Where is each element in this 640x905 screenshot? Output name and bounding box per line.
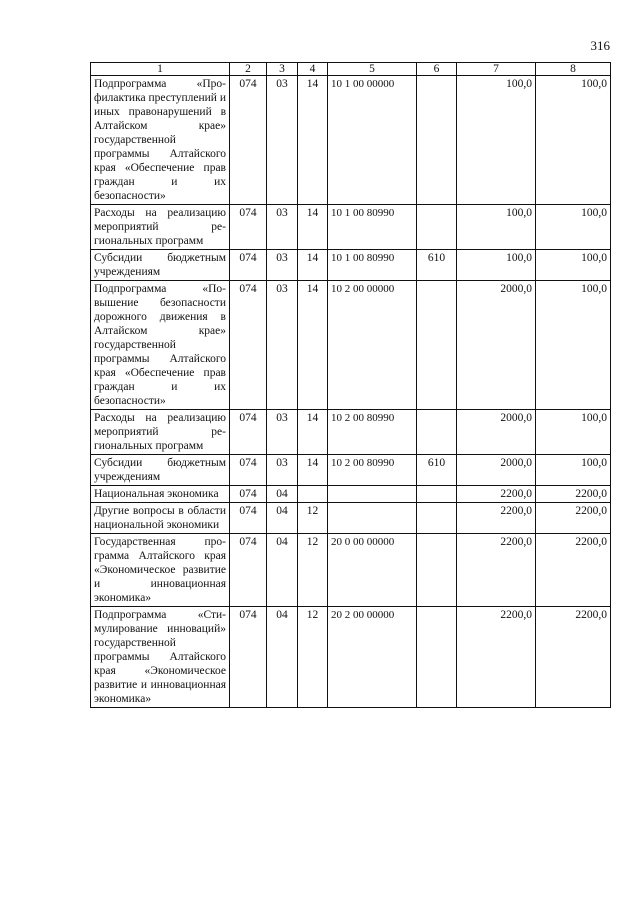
cell-target-article xyxy=(328,486,417,503)
column-header-3: 3 xyxy=(267,63,298,76)
table-row xyxy=(91,455,611,486)
cell-amount-7: 100,0 xyxy=(457,76,536,205)
cell-admin-code: 074 xyxy=(230,205,267,250)
table-row xyxy=(91,486,611,503)
cell-amount-7: 2000,0 xyxy=(457,455,536,486)
cell-name: Подпрограмма «Стимулирование инноваций» государственной программы Алтайского края «Экономическое развитие и инновационная экономика» xyxy=(91,607,230,708)
cell-amount-7: 2000,0 xyxy=(457,410,536,455)
cell-target-article: 10 1 00 80990 xyxy=(328,205,417,250)
column-header-7: 7 xyxy=(457,63,536,76)
cell-target-article: 10 2 00 80990 xyxy=(328,455,417,486)
column-header-5: 5 xyxy=(328,63,417,76)
cell-expense-type xyxy=(417,503,457,534)
cell-admin-code: 074 xyxy=(230,503,267,534)
cell-target-article: 10 2 00 80990 xyxy=(328,410,417,455)
budget-table xyxy=(90,62,611,708)
cell-admin-code: 074 xyxy=(230,455,267,486)
header-row xyxy=(91,63,611,76)
cell-admin-code: 074 xyxy=(230,607,267,708)
cell-amount-7: 2200,0 xyxy=(457,486,536,503)
cell-subsection: 14 xyxy=(298,455,328,486)
cell-subsection: 12 xyxy=(298,607,328,708)
cell-admin-code: 074 xyxy=(230,250,267,281)
cell-section: 03 xyxy=(267,410,298,455)
cell-amount-8: 2200,0 xyxy=(536,607,611,708)
cell-target-article xyxy=(328,503,417,534)
cell-amount-8: 2200,0 xyxy=(536,534,611,607)
table-row xyxy=(91,503,611,534)
table-body xyxy=(91,76,611,708)
cell-amount-8: 2200,0 xyxy=(536,503,611,534)
column-header-2: 2 xyxy=(230,63,267,76)
cell-expense-type xyxy=(417,486,457,503)
cell-expense-type xyxy=(417,205,457,250)
cell-admin-code: 074 xyxy=(230,76,267,205)
cell-subsection: 12 xyxy=(298,534,328,607)
table-row xyxy=(91,76,611,205)
cell-amount-7: 100,0 xyxy=(457,205,536,250)
cell-subsection: 12 xyxy=(298,503,328,534)
cell-section: 03 xyxy=(267,205,298,250)
cell-expense-type xyxy=(417,607,457,708)
cell-admin-code: 074 xyxy=(230,410,267,455)
column-header-8: 8 xyxy=(536,63,611,76)
table-row xyxy=(91,250,611,281)
cell-section: 04 xyxy=(267,607,298,708)
cell-subsection: 14 xyxy=(298,205,328,250)
cell-target-article: 20 2 00 00000 xyxy=(328,607,417,708)
column-header-4: 4 xyxy=(298,63,328,76)
table-row xyxy=(91,534,611,607)
cell-section: 03 xyxy=(267,76,298,205)
cell-amount-7: 2200,0 xyxy=(457,503,536,534)
cell-expense-type: 610 xyxy=(417,455,457,486)
table-row xyxy=(91,281,611,410)
cell-amount-8: 100,0 xyxy=(536,76,611,205)
cell-section: 04 xyxy=(267,486,298,503)
cell-name: Национальная экономика xyxy=(91,486,230,503)
page-number: 316 xyxy=(590,38,610,53)
cell-admin-code: 074 xyxy=(230,534,267,607)
cell-section: 04 xyxy=(267,503,298,534)
cell-name: Подпрограмма «Повышение безопасности дорожного движения в Алтайском крае» государственной программы Алтайского края «Обеспечение прав граждан и их безопасности» xyxy=(91,281,230,410)
cell-target-article: 20 0 00 00000 xyxy=(328,534,417,607)
cell-amount-8: 100,0 xyxy=(536,205,611,250)
cell-amount-8: 100,0 xyxy=(536,410,611,455)
table-header xyxy=(91,63,611,76)
table-row xyxy=(91,205,611,250)
cell-expense-type: 610 xyxy=(417,250,457,281)
column-header-1: 1 xyxy=(91,63,230,76)
cell-expense-type xyxy=(417,76,457,205)
cell-admin-code: 074 xyxy=(230,486,267,503)
cell-name: Другие вопросы в области национальной экономики xyxy=(91,503,230,534)
cell-section: 04 xyxy=(267,534,298,607)
cell-amount-8: 100,0 xyxy=(536,455,611,486)
column-header-6: 6 xyxy=(417,63,457,76)
cell-section: 03 xyxy=(267,455,298,486)
cell-name: Субсидии бюджетным учреждениям xyxy=(91,455,230,486)
cell-target-article: 10 1 00 00000 xyxy=(328,76,417,205)
cell-expense-type xyxy=(417,410,457,455)
cell-target-article: 10 2 00 00000 xyxy=(328,281,417,410)
cell-name: Расходы на реализацию мероприятий региональных программ xyxy=(91,410,230,455)
cell-amount-8: 100,0 xyxy=(536,250,611,281)
cell-amount-7: 2200,0 xyxy=(457,607,536,708)
cell-amount-7: 2200,0 xyxy=(457,534,536,607)
cell-subsection: 14 xyxy=(298,76,328,205)
table-row xyxy=(91,410,611,455)
cell-subsection: 14 xyxy=(298,410,328,455)
cell-amount-8: 2200,0 xyxy=(536,486,611,503)
cell-name: Расходы на реализацию мероприятий региональных программ xyxy=(91,205,230,250)
cell-subsection: 14 xyxy=(298,281,328,410)
cell-subsection xyxy=(298,486,328,503)
cell-name: Государственная программа Алтайского края «Экономическое развитие и инновационная экономика» xyxy=(91,534,230,607)
cell-expense-type xyxy=(417,534,457,607)
cell-expense-type xyxy=(417,281,457,410)
cell-amount-7: 100,0 xyxy=(457,250,536,281)
cell-admin-code: 074 xyxy=(230,281,267,410)
cell-amount-7: 2000,0 xyxy=(457,281,536,410)
cell-name: Субсидии бюджетным учреждениям xyxy=(91,250,230,281)
cell-amount-8: 100,0 xyxy=(536,281,611,410)
cell-section: 03 xyxy=(267,250,298,281)
table-row xyxy=(91,607,611,708)
cell-target-article: 10 1 00 80990 xyxy=(328,250,417,281)
cell-name: Подпрограмма «Профилактика преступлений и иных правонарушений в Алтайском крае» государственной программы Алтайского края «Обеспечение прав граждан и их безопасности» xyxy=(91,76,230,205)
cell-section: 03 xyxy=(267,281,298,410)
cell-subsection: 14 xyxy=(298,250,328,281)
